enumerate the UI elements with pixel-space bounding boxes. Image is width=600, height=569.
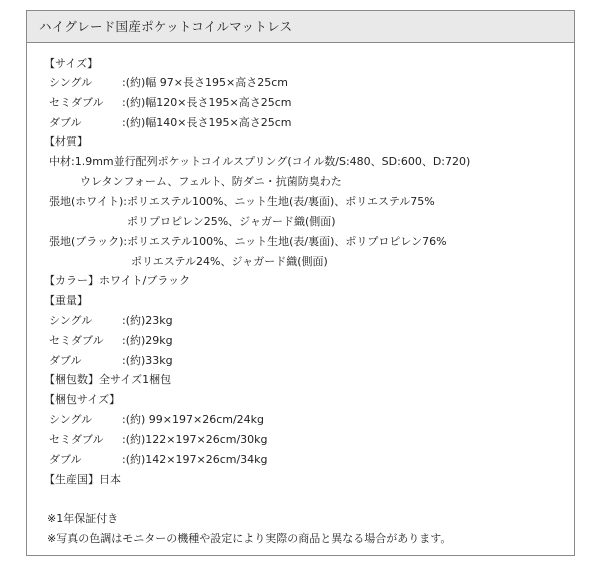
size-value-single: :(約)幅 97×長さ195×高さ25cm (122, 76, 288, 89)
size-label-single: シングル (49, 76, 93, 89)
packages-line: 【梱包数】全サイズ1梱包 (44, 373, 172, 386)
weight-value-double: :(約)33kg (122, 354, 173, 367)
package-size-heading: 【梱包サイズ】 (44, 393, 121, 406)
weight-label-single: シングル (49, 314, 93, 327)
package-label-single: シングル (49, 413, 93, 426)
material-heading: 【材質】 (44, 135, 88, 148)
size-label-double: ダブル (49, 116, 82, 129)
product-title: ハイグレード国産ポケットコイルマットレス (27, 11, 574, 43)
size-value-semidouble: :(約)幅120×長さ195×高さ25cm (122, 96, 292, 109)
package-label-double: ダブル (49, 453, 82, 466)
material-white-line-1: 張地(ホワイト):ポリエステル100%、ニット生地(表/裏面)、ポリエステル75% (49, 195, 435, 208)
material-white-line-2: ポリプロピレン25%、ジャガード織(側面) (127, 215, 336, 228)
package-value-double: :(約)142×197×26cm/34kg (122, 453, 268, 466)
material-core-line-2: ウレタンフォーム、フェルト、防ダニ・抗菌防臭わた (80, 175, 342, 188)
photo-note: ※写真の色調はモニターの機種や設定により実際の商品と異なる場合があります。 (47, 532, 452, 545)
size-label-semidouble: セミダブル (49, 96, 104, 109)
material-black-line-2: ポリエステル24%、ジャガード織(側面) (131, 255, 328, 268)
package-label-semidouble: セミダブル (49, 433, 104, 446)
weight-label-double: ダブル (49, 354, 82, 367)
package-value-single: :(約) 99×197×26cm/24kg (122, 413, 265, 426)
package-value-semidouble: :(約)122×197×26cm/30kg (122, 433, 268, 446)
material-black-line-1: 張地(ブラック):ポリエステル100%、ニット生地(表/裏面)、ポリプロピレン76% (49, 235, 447, 248)
size-value-double: :(約)幅140×長さ195×高さ25cm (122, 116, 292, 129)
material-core-line-1: 中材:1.9mm並行配列ポケットコイルスプリング(コイル数/S:480、SD:600、D:720) (49, 155, 471, 168)
size-heading: 【サイズ】 (44, 57, 99, 70)
weight-label-semidouble: セミダブル (49, 334, 104, 347)
origin-line: 【生産国】日本 (44, 473, 121, 486)
weight-heading: 【重量】 (44, 294, 88, 307)
spec-panel (26, 10, 575, 556)
warranty-note: ※1年保証付き (47, 512, 119, 525)
color-line: 【カラー】ホワイト/ブラック (44, 274, 191, 287)
weight-value-single: :(約)23kg (122, 314, 173, 327)
weight-value-semidouble: :(約)29kg (122, 334, 173, 347)
